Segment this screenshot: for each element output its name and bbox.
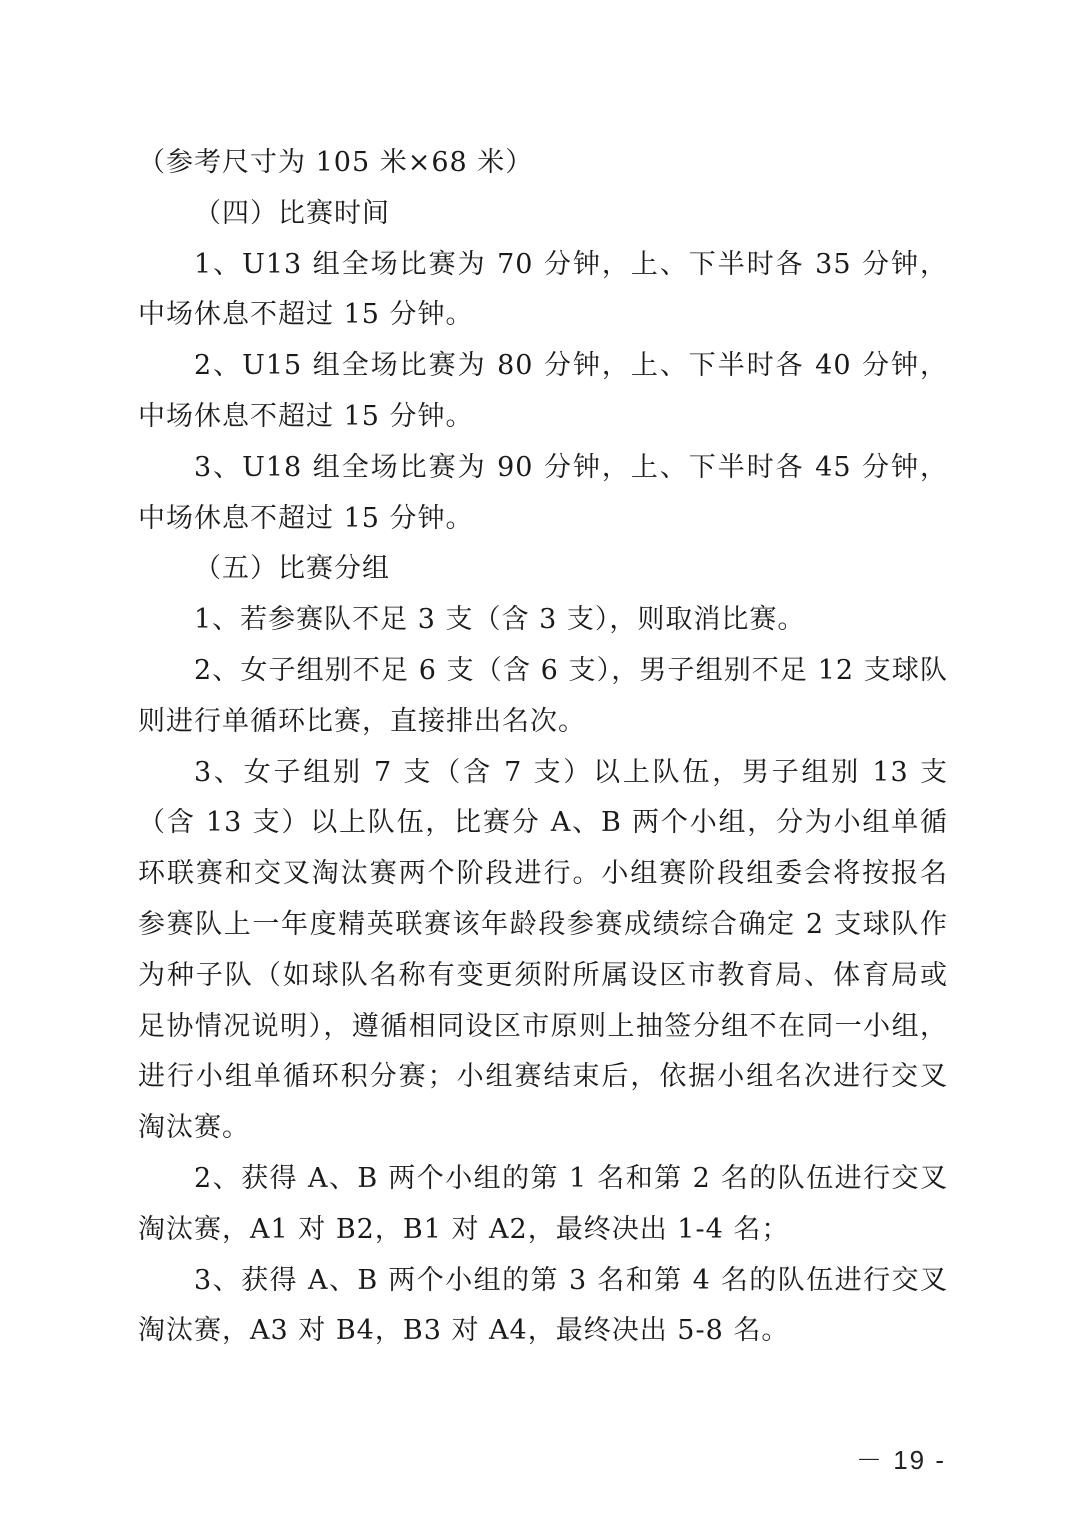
paragraph-u15-time: 2、U15 组全场比赛为 80 分钟，上、下半时各 40 分钟，中场休息不超过 15 分钟。 (138, 350, 948, 432)
reference-size-note: （参考尺寸为 105 米×68 米） (138, 147, 534, 178)
paragraph-group-cancel: 1、若参赛队不足 3 支（含 3 支），则取消比赛。 (194, 604, 806, 636)
paragraph-u13-time: 1、U13 组全场比赛为 70 分钟，上、下半时各 35 分钟，中场休息不超过 15 分钟。 (138, 248, 948, 331)
page-number: － 19 - (855, 1445, 946, 1475)
section-heading-match-time: （四）比赛时间 (194, 197, 390, 229)
paragraph-u18-time: 3、U18 组全场比赛为 90 分钟，上、下半时各 45 分钟，中场休息不超过 15 分钟。 (138, 451, 948, 534)
paragraph-knockout-1-4: 2、获得 A、B 两个小组的第 1 名和第 2 名的队伍进行交叉淘汰赛，A1 对 B2，B1 对 A2，最终决出 1-4 名； (138, 1162, 948, 1245)
paragraph-group-round-robin: 2、女子组别不足 6 支（含 6 支），男子组别不足 12 支球队则进行单循环比赛，直接排出名次。 (138, 654, 948, 737)
section-heading-grouping: （五）比赛分组 (194, 553, 390, 585)
paragraph-group-two-stage: 3、女子组别 7 支（含 7 支）以上队伍，男子组别 13 支（含 13 支）以上队伍，比赛分 A、B 两个小组，分为小组单循环联赛和交叉淘汰赛两个阶段进行。小组赛阶段组委会将按报名参赛队上一年度精英联赛该年龄段参赛成绩综合确定 2 支球队作为种子队（如球队名称有变更须附所属设区市教育局、体育局或足协情况说明），遵循相同设区市原则上抽签分组不在同一小组，进行小组单循环积分赛；小组赛结束后，依据小组名次进行交叉淘汰赛。 (138, 756, 948, 1144)
document-body (138, 138, 948, 1357)
paragraph-knockout-5-8: 3、获得 A、B 两个小组的第 3 名和第 4 名的队伍进行交叉淘汰赛，A3 对 B4，B3 对 A4，最终决出 5-8 名。 (138, 1264, 948, 1347)
